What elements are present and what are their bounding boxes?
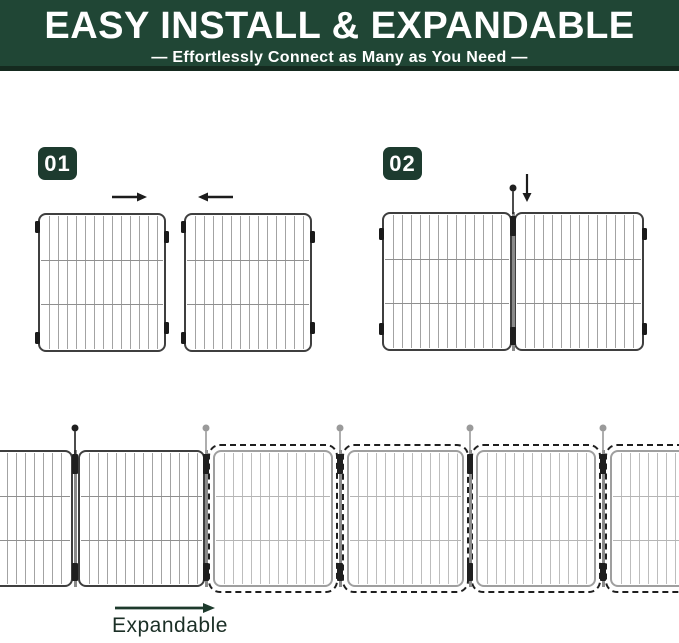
step-1-number: 01 bbox=[44, 150, 71, 176]
fence-panel-ghost bbox=[213, 450, 333, 587]
header-banner bbox=[0, 0, 679, 71]
arrow-right-icon bbox=[107, 600, 222, 616]
step-2-badge bbox=[383, 147, 422, 180]
expandable-panel-outline bbox=[342, 444, 469, 593]
fence-panel bbox=[38, 213, 166, 352]
page-subtitle: — Effortlessly Connect as Many as You Need — bbox=[151, 48, 528, 66]
fence-panel-ghost bbox=[347, 450, 464, 587]
fence-panel bbox=[514, 212, 644, 351]
expandable-label: Expandable bbox=[112, 614, 228, 637]
connecting-pin-icon bbox=[598, 424, 608, 454]
hinge-sleeve bbox=[467, 563, 473, 581]
connector-tab bbox=[181, 221, 186, 233]
page-title: EASY INSTALL & EXPANDABLE bbox=[44, 5, 635, 47]
step-2-number: 02 bbox=[389, 150, 416, 176]
connecting-pin-icon bbox=[508, 184, 518, 214]
hinge-sleeve bbox=[203, 454, 209, 474]
panel-hinge-joint bbox=[510, 212, 516, 351]
connector-tab bbox=[35, 332, 40, 344]
connector-tab bbox=[181, 332, 186, 344]
connector-tab bbox=[164, 231, 169, 243]
panel-hinge-joint bbox=[600, 450, 606, 587]
hinge-sleeve bbox=[467, 454, 473, 474]
fence-panel bbox=[382, 212, 512, 351]
connector-tab bbox=[379, 228, 384, 240]
fence-panel bbox=[0, 450, 73, 587]
expandable-panel-outline bbox=[208, 444, 338, 593]
panel-hinge-joint bbox=[203, 450, 209, 587]
hinge-sleeve bbox=[337, 454, 343, 474]
hinge-sleeve bbox=[72, 454, 78, 474]
arrows-push-together-icon bbox=[104, 190, 240, 204]
panel-hinge-joint bbox=[467, 450, 473, 587]
fence-panel bbox=[184, 213, 312, 352]
hinge-sleeve bbox=[600, 454, 606, 474]
expandable-panel-outline bbox=[605, 444, 679, 593]
hinge-sleeve bbox=[510, 327, 516, 345]
connector-tab bbox=[310, 231, 315, 243]
connector-tab bbox=[379, 323, 384, 335]
connecting-pin-icon bbox=[465, 424, 475, 454]
hinge-sleeve bbox=[600, 563, 606, 581]
fence-panel-ghost bbox=[610, 450, 679, 587]
connector-tab bbox=[310, 322, 315, 334]
connecting-pin-icon bbox=[70, 424, 80, 454]
connecting-pin-icon bbox=[335, 424, 345, 454]
hinge-sleeve bbox=[510, 216, 516, 236]
connecting-pin-icon bbox=[201, 424, 211, 454]
hinge-sleeve bbox=[203, 563, 209, 581]
connector-tab bbox=[35, 221, 40, 233]
fence-panel bbox=[78, 450, 205, 587]
panel-hinge-joint bbox=[337, 450, 343, 587]
hinge-sleeve bbox=[72, 563, 78, 581]
connector-tab bbox=[642, 323, 647, 335]
arrow-down-icon bbox=[519, 172, 535, 204]
connector-tab bbox=[642, 228, 647, 240]
step-1-badge bbox=[38, 147, 77, 180]
fence-panel-ghost bbox=[476, 450, 596, 587]
panel-hinge-joint bbox=[72, 450, 78, 587]
hinge-sleeve bbox=[337, 563, 343, 581]
expandable-panel-outline bbox=[471, 444, 601, 593]
connector-tab bbox=[164, 322, 169, 334]
